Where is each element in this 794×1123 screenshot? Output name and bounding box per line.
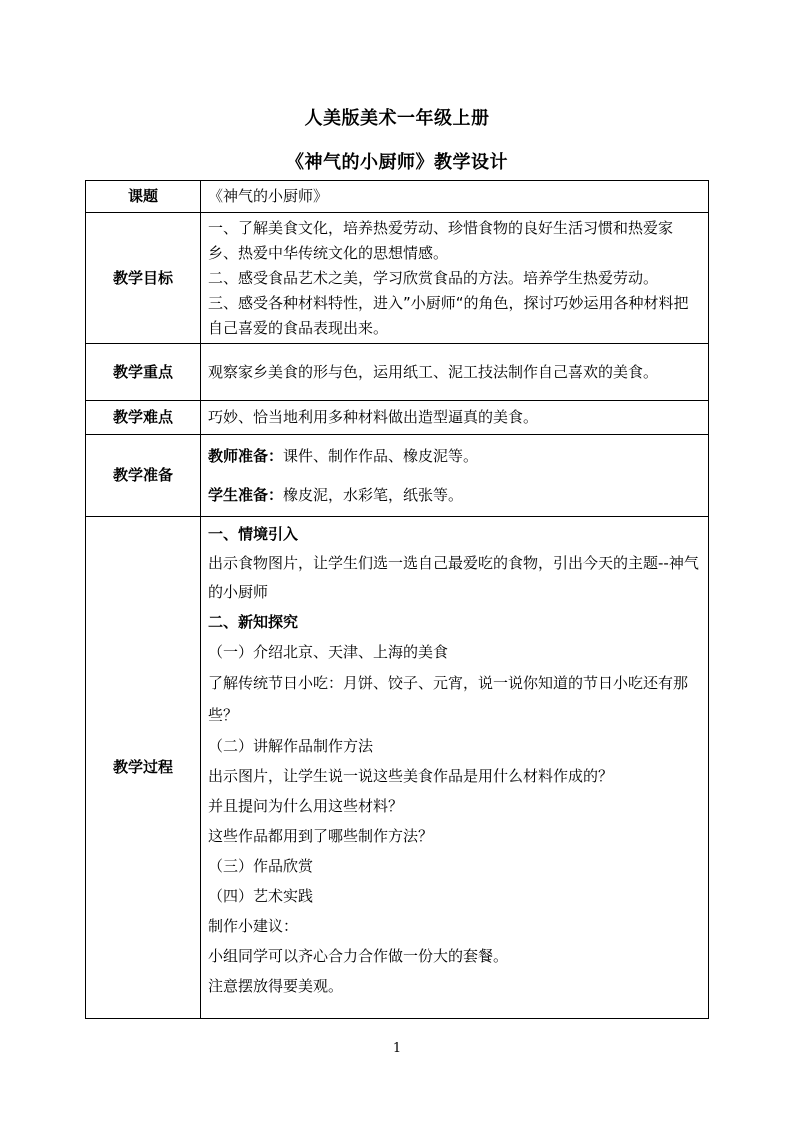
student-preparation-value: 橡皮泥，水彩笔，纸张等。 [283,485,464,504]
student-preparation [208,483,701,508]
student-preparation-label: 学生准备： [208,485,284,504]
difficulties-label: 教学难点 [86,401,201,435]
process-line: （二）讲解作品制作方法 [208,737,374,755]
preparation-cell [201,435,709,517]
teacher-preparation-value: 课件、制作作品、橡皮泥等。 [283,446,479,465]
objectives-label: 教学目标 [86,213,201,344]
row-topic [86,181,709,213]
objective-item: 二、感受食品艺术之美，学习欣赏食品的方法。培养学生热爱劳动。 [208,268,659,287]
row-preparation [86,435,709,517]
row-process [86,517,709,1019]
process-line: 注意摆放得要美观。 [208,977,344,995]
process-line: （一）介绍北京、天津、上海的美食 [208,643,449,661]
process-line: （四）艺术实践 [208,887,314,905]
document-title: 人美版美术一年级上册 [304,108,490,129]
process-line: 小组同学可以齐心合力合作做一份大的套餐。 [208,947,509,965]
process-label: 教学过程 [86,517,201,1019]
teacher-preparation [208,444,701,469]
key-points-label: 教学重点 [86,344,201,401]
preparation-label: 教学准备 [86,435,201,517]
process-cell [201,517,709,1019]
topic-value: 《神气的小厨师》 [201,181,709,213]
process-heading: 二、新知探究 [208,613,299,631]
key-points-value: 观察家乡美食的形与色，运用纸工、泥工技法制作自己喜欢的美食。 [201,344,709,401]
teacher-preparation-label: 教师准备： [208,446,284,465]
row-objectives [86,213,709,344]
process-line: （三）作品欣赏 [208,857,314,875]
page-number: 1 [392,1041,402,1056]
process-line: 制作小建议： [208,917,299,935]
objective-item: 三、感受各种材料特性，进入”小厨师“的角色，探讨巧妙运用各种材料把自己喜爱的食品表现出来。 [208,293,689,337]
objective-item: 一、了解美食文化，培养热爱劳动、珍惜食物的良好生活习惯和热爱家乡、热爱中华传统文化的思想情感。 [208,218,674,262]
process-line: 并且提问为什么用这些材料？ [208,797,404,815]
lesson-plan-table [85,180,709,1019]
row-key-points [86,344,709,401]
document-subtitle: 《神气的小厨师》教学设计 [286,152,508,173]
difficulties-value: 巧妙、恰当地利用多种材料做出造型逼真的美食。 [201,401,709,435]
process-line: 出示图片，让学生说一说这些美食作品是用什么材料作成的？ [208,767,614,785]
process-line: 这些作品都用到了哪些制作方法？ [208,827,434,845]
row-difficulties [86,401,709,435]
process-line: 出示食物图片，让学生们选一选自己最爱吃的食物，引出今天的主题--神气的小厨师 [208,554,699,601]
process-heading: 一、情境引入 [208,525,299,543]
objectives-cell [201,213,709,344]
process-line: 了解传统节日小吃：月饼、饺子、元宵，说一说你知道的节日小吃还有那些？ [208,674,689,724]
topic-label: 课题 [86,181,201,213]
